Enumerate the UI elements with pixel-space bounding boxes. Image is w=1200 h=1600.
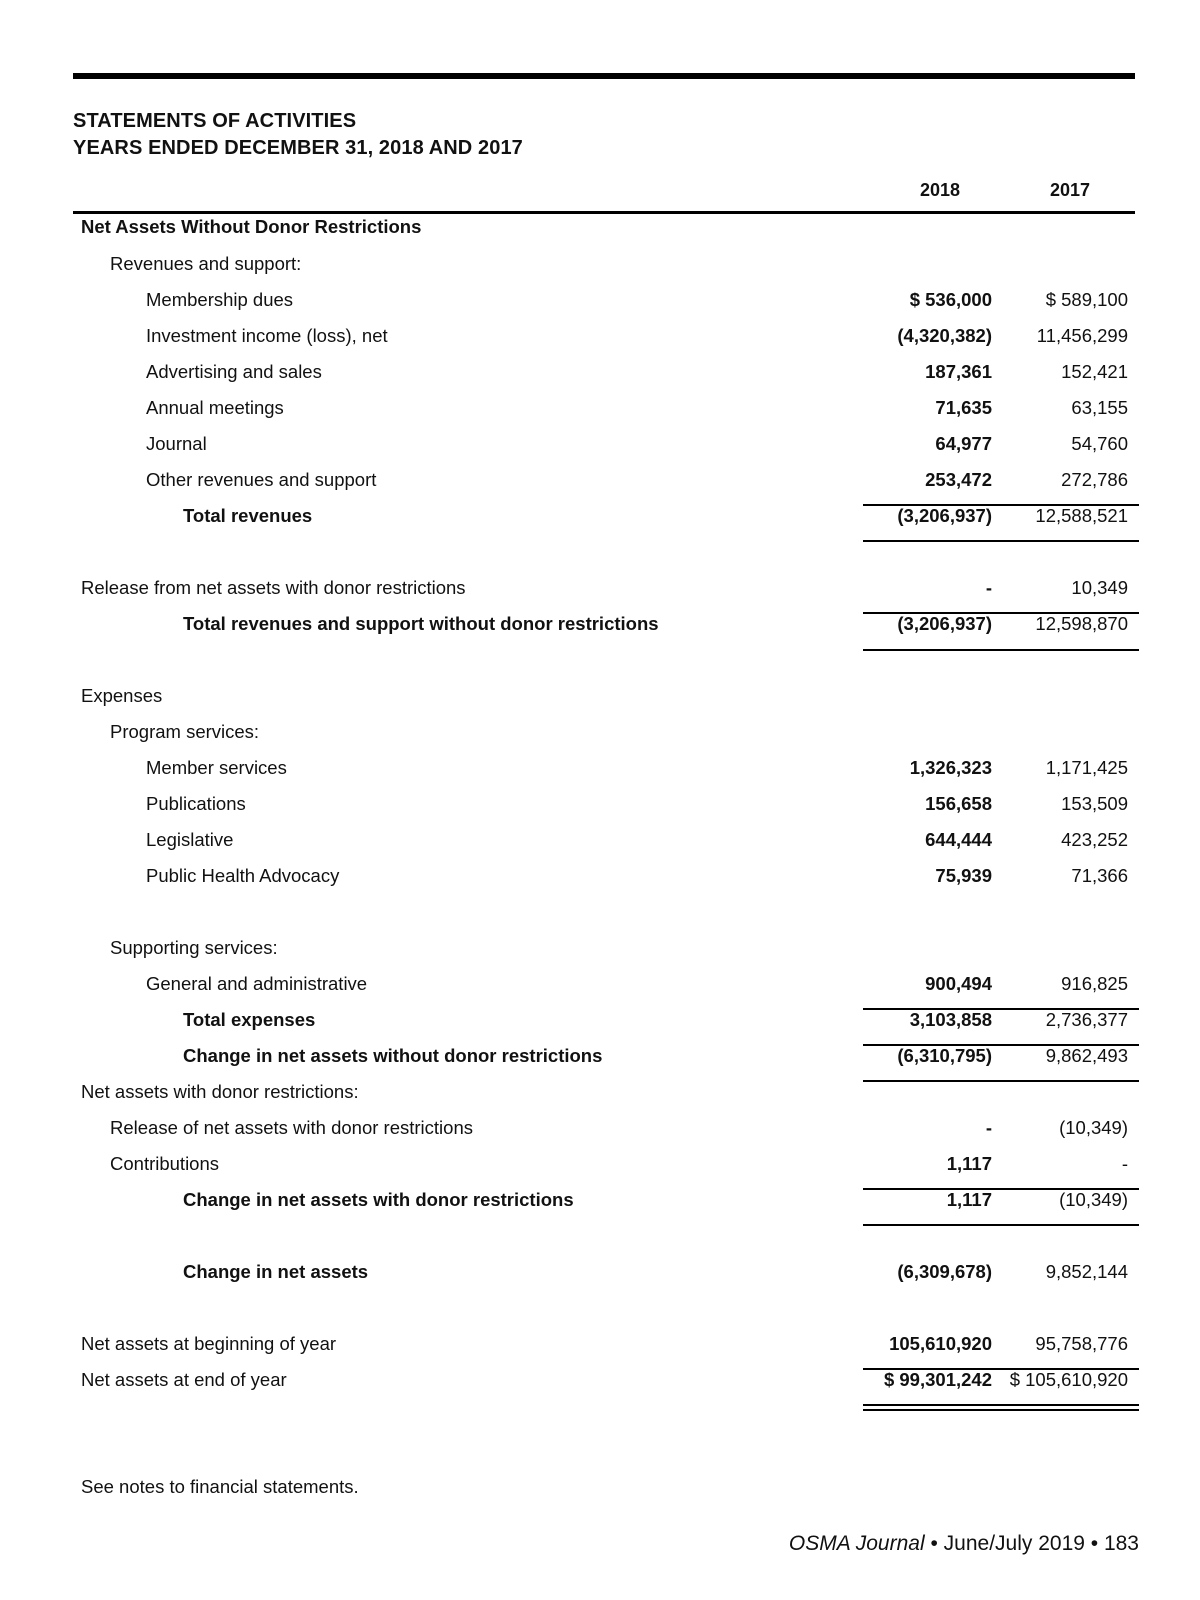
value-2017: (10,349) (1059, 1117, 1128, 1138)
value-2018: 1,326,323 (909, 757, 992, 778)
value-2018: (4,320,382) (897, 325, 992, 346)
value-2018: 1,117 (946, 1189, 992, 1210)
value-2018: 900,494 (925, 973, 992, 994)
value-2018: (6,310,795) (897, 1045, 992, 1066)
value-2017: 2,736,377 (1045, 1009, 1128, 1030)
row-label: General and administrative (146, 973, 368, 994)
row-net-assets-beginning (0, 1327, 1200, 1363)
section-heading-without-restrictions (0, 210, 1200, 246)
row-label: Public Health Advocacy (146, 865, 340, 886)
row-label: Net assets at end of year (81, 1369, 287, 1390)
subsection-supporting-services (0, 931, 1200, 967)
row-label: Total expenses (183, 1009, 316, 1030)
row-label: Publications (146, 793, 246, 814)
value-2017: (10,349) (1059, 1189, 1128, 1210)
row-journal (0, 427, 1200, 463)
total-rule (863, 649, 1139, 651)
row-label: Net assets with donor restrictions: (81, 1081, 359, 1102)
row-membership-dues (0, 283, 1200, 319)
row-change-in-net-assets (0, 1255, 1200, 1291)
issue-info: • June/July 2019 • 183 (924, 1532, 1139, 1555)
row-general-administrative (0, 967, 1200, 1003)
value-2018: $ 536,000 (909, 289, 992, 310)
row-legislative (0, 823, 1200, 859)
row-total-revenues-support (0, 607, 1200, 643)
value-2018: 105,610,920 (889, 1333, 992, 1354)
row-label: Net Assets Without Donor Restrictions (81, 216, 422, 237)
row-annual-meetings (0, 391, 1200, 427)
double-rule-bottom (863, 1409, 1139, 1411)
value-2018: (3,206,937) (897, 505, 992, 526)
row-release-from-restrictions (0, 571, 1200, 607)
statement-title: STATEMENTS OF ACTIVITIES (73, 110, 357, 132)
row-change-with-restrictions (0, 1183, 1200, 1219)
row-investment-income (0, 319, 1200, 355)
value-2018: 1,117 (946, 1153, 992, 1174)
row-label: Change in net assets with donor restrictions (183, 1189, 574, 1210)
value-2018: 64,977 (935, 433, 992, 454)
value-2018: 75,939 (935, 865, 992, 886)
value-2018: (3,206,937) (897, 613, 992, 634)
row-label: Investment income (loss), net (146, 325, 388, 346)
row-label: Supporting services: (110, 937, 278, 958)
row-label: Legislative (146, 829, 234, 850)
row-other-revenues (0, 463, 1200, 499)
row-label: Other revenues and support (146, 469, 377, 490)
row-total-revenues (0, 499, 1200, 535)
row-label: Expenses (81, 685, 163, 706)
row-publications (0, 787, 1200, 823)
value-2017: 54,760 (1071, 433, 1128, 454)
row-label: Total revenues (183, 505, 313, 526)
row-public-health-advocacy (0, 859, 1200, 895)
value-2017: 1,171,425 (1045, 757, 1128, 778)
row-net-assets-end (0, 1363, 1200, 1399)
value-2017: 71,366 (1071, 865, 1128, 886)
section-with-restrictions (0, 1075, 1200, 1111)
value-2017: 153,509 (1061, 793, 1128, 814)
row-label: Program services: (110, 721, 260, 742)
value-2017: 10,349 (1071, 577, 1128, 598)
value-2017: 12,588,521 (1035, 505, 1128, 526)
value-2017: 95,758,776 (1035, 1333, 1128, 1354)
top-rule (73, 73, 1135, 79)
value-2017: 12,598,870 (1035, 613, 1128, 634)
value-2017: 11,456,299 (1036, 325, 1128, 346)
value-2017: 152,421 (1061, 361, 1128, 382)
total-rule (863, 1224, 1139, 1226)
subsection-revenues (0, 247, 1200, 283)
row-label: Net assets at beginning of year (81, 1333, 337, 1354)
column-header-2018: 2018 (919, 180, 960, 200)
value-2018: - (985, 1117, 992, 1138)
statement-subtitle: YEARS ENDED DECEMBER 31, 2018 AND 2017 (73, 137, 523, 159)
row-label: Release from net assets with donor restrictions (81, 577, 466, 598)
journal-name: OSMA Journal (788, 1532, 925, 1555)
value-2018: - (985, 577, 992, 598)
value-2018: $ 99,301,242 (883, 1369, 992, 1390)
value-2017: 423,252 (1061, 829, 1128, 850)
footnote: See notes to financial statements. (81, 1476, 359, 1497)
row-label: Release of net assets with donor restrictions (110, 1117, 473, 1138)
row-advertising-sales (0, 355, 1200, 391)
page-footer (789, 1532, 1139, 1556)
value-2017: - (1121, 1153, 1128, 1174)
value-2017: 916,825 (1061, 973, 1128, 994)
value-2017: 9,852,144 (1045, 1261, 1128, 1282)
value-2017: 272,786 (1061, 469, 1128, 490)
row-label: Member services (146, 757, 287, 778)
row-label: Contributions (110, 1153, 220, 1174)
row-release-of-restrictions (0, 1111, 1200, 1147)
row-label: Advertising and sales (146, 361, 322, 382)
row-label: Total revenues and support without donor restrictions (183, 613, 659, 634)
row-contributions (0, 1147, 1200, 1183)
row-total-expenses (0, 1003, 1200, 1039)
value-2017: 9,862,493 (1045, 1045, 1128, 1066)
value-2018: 156,658 (925, 793, 992, 814)
value-2018: 187,361 (925, 361, 992, 382)
value-2018: 644,444 (925, 829, 992, 850)
value-2018: 253,472 (925, 469, 992, 490)
row-label: Membership dues (146, 289, 294, 310)
value-2018: 71,635 (935, 397, 992, 418)
row-member-services (0, 751, 1200, 787)
row-change-without-restrictions (0, 1039, 1200, 1075)
section-expenses (0, 679, 1200, 715)
row-label: Change in net assets (183, 1261, 369, 1282)
value-2017: $ 589,100 (1045, 289, 1128, 310)
row-label: Journal (146, 433, 207, 454)
value-2017: 63,155 (1071, 397, 1128, 418)
row-label: Annual meetings (146, 397, 284, 418)
value-2018: (6,309,678) (897, 1261, 992, 1282)
value-2017: $ 105,610,920 (1009, 1369, 1128, 1390)
column-header-2017: 2017 (1049, 180, 1090, 200)
row-label: Revenues and support: (110, 253, 302, 274)
row-label: Change in net assets without donor restrictions (183, 1045, 603, 1066)
subsection-program-services (0, 715, 1200, 751)
value-2018: 3,103,858 (909, 1009, 992, 1030)
total-rule (863, 540, 1139, 542)
double-rule-top (863, 1404, 1139, 1406)
